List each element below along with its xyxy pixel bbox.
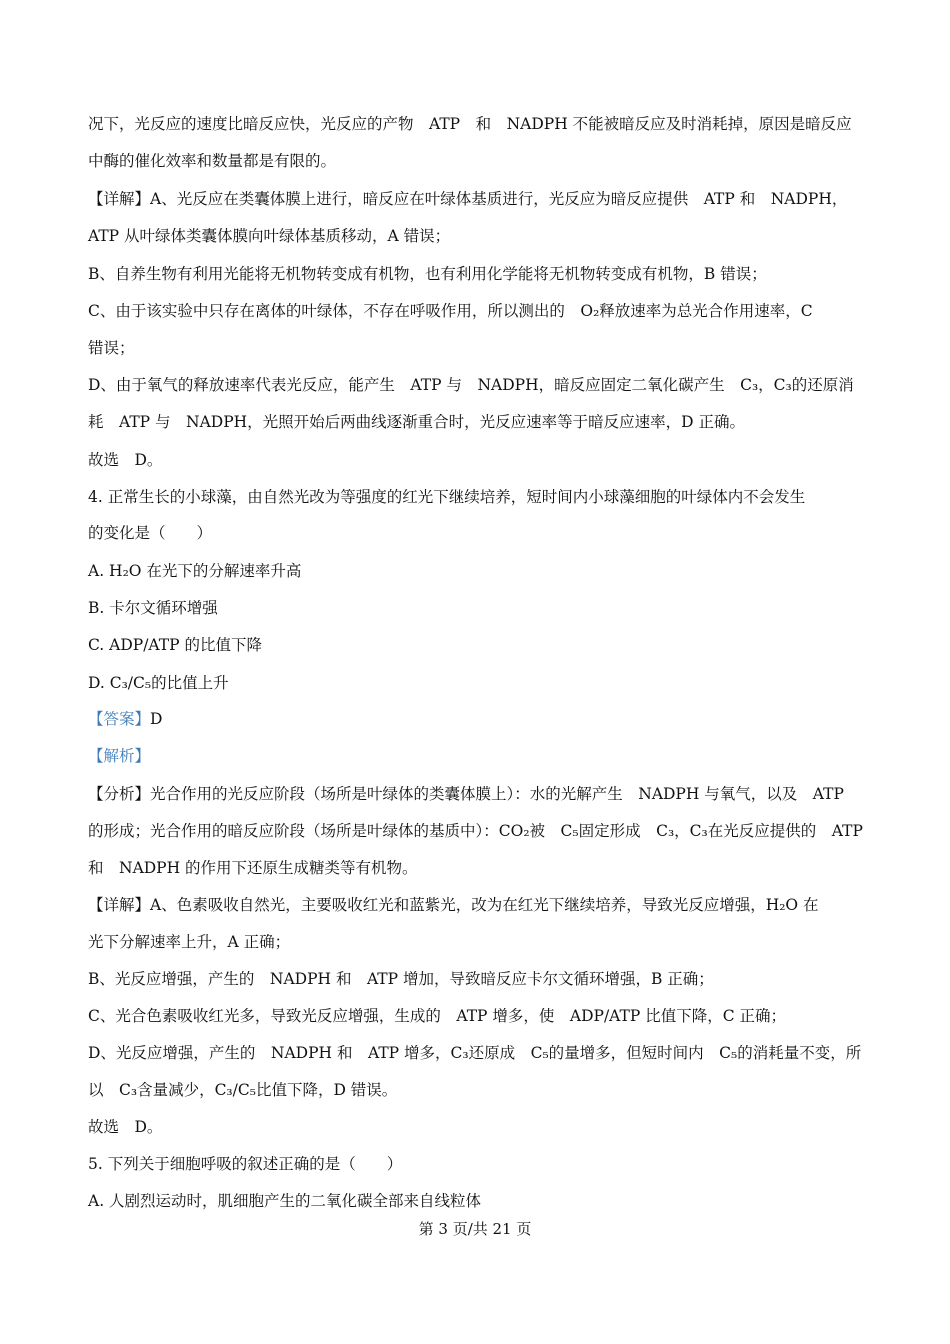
text-line: B、自养生物有利用光能将无机物转变成有机物，也有利用化学能将无机物转变成有机物，B 错误；	[88, 265, 767, 283]
question-4-stem: 4. 正常生长的小球藻，由自然光改为等强度的红光下继续培养，短时间内小球藻细胞的叶绿体内不会发生	[88, 488, 806, 506]
option-a: A. H₂O 在光下的分解速率升高	[88, 562, 302, 580]
text-line: D、光反应增强，产生的 NADPH 和 ATP 增多，C₃还原成 C₅的量增多，但短时间内 C₅的消耗量不变，所	[88, 1044, 862, 1062]
text-line: 的形成；光合作用的暗反应阶段（场所是叶绿体的基质中）：CO₂被 C₅固定形成 C₃，C₃在光反应提供的 ATP	[88, 822, 863, 840]
text-line: 况下，光反应的速度比暗反应快，光反应的产物 ATP 和 NADPH 不能被暗反应及时消耗掉，原因是暗反应	[88, 115, 852, 133]
answer-label: 【答案】	[88, 710, 151, 728]
text-line: 和 NADPH 的作用下还原生成糖类等有机物。	[88, 859, 418, 877]
page-footer: 第 3 页/共 21 页	[418, 1220, 532, 1238]
answer-line	[88, 708, 878, 730]
text-line: 以 C₃含量减少，C₃/C₅比值下降，D 错误。	[88, 1081, 398, 1099]
text-line: 错误；	[88, 339, 135, 357]
question-4-stem: 的变化是（ ）	[88, 524, 213, 542]
answer-value: D	[150, 710, 163, 728]
text-line: 故选 D。	[88, 1118, 163, 1136]
text-line: 【详解】A、光反应在类囊体膜上进行，暗反应在叶绿体基质进行，光反应为暗反应提供 ATP 和 NADPH，	[88, 190, 848, 208]
text-line: 【分析】光合作用的光反应阶段（场所是叶绿体的类囊体膜上）：水的光解产生 NADPH 与氧气，以及 ATP	[88, 785, 844, 803]
text-line: C、光合色素吸收红光多，导致光反应增强，生成的 ATP 增多，使 ADP/ATP 比值下降，C 正确；	[88, 1007, 787, 1025]
option-c: C. ADP/ATP 的比值下降	[88, 636, 262, 654]
text-line: B、光反应增强，产生的 NADPH 和 ATP 增加，导致暗反应卡尔文循环增强，B 正确；	[88, 970, 714, 988]
option-d: D. C₃/C₅的比值上升	[88, 674, 229, 692]
text-line: ATP 从叶绿体类囊体膜向叶绿体基质移动，A 错误；	[88, 227, 451, 245]
option-a: A. 人剧烈运动时，肌细胞产生的二氧化碳全部来自线粒体	[88, 1192, 482, 1210]
text-line: 【详解】A、色素吸收自然光，主要吸收红光和蓝紫光，改为在红光下继续培养，导致光反应增强，H₂O 在	[88, 896, 819, 914]
text-line: 故选 D。	[88, 451, 163, 469]
text-line: 耗 ATP 与 NADPH，光照开始后两曲线逐渐重合时，光反应速率等于暗反应速率，D 正确。	[88, 413, 746, 431]
analysis-label: 【解析】	[88, 747, 151, 765]
text-line: D、由于氧气的释放速率代表光反应，能产生 ATP 与 NADPH，暗反应固定二氧化碳产生 C₃，C₃的还原消	[88, 376, 854, 394]
question-5-stem: 5. 下列关于细胞呼吸的叙述正确的是（ ）	[88, 1155, 403, 1173]
text-line: 中酶的催化效率和数量都是有限的。	[88, 152, 337, 170]
text-line: C、由于该实验中只存在离体的叶绿体，不存在呼吸作用，所以测出的 O₂释放速率为总光合作用速率，C	[88, 302, 813, 320]
text-line: 光下分解速率上升，A 正确；	[88, 933, 291, 951]
option-b: B. 卡尔文循环增强	[88, 599, 218, 617]
